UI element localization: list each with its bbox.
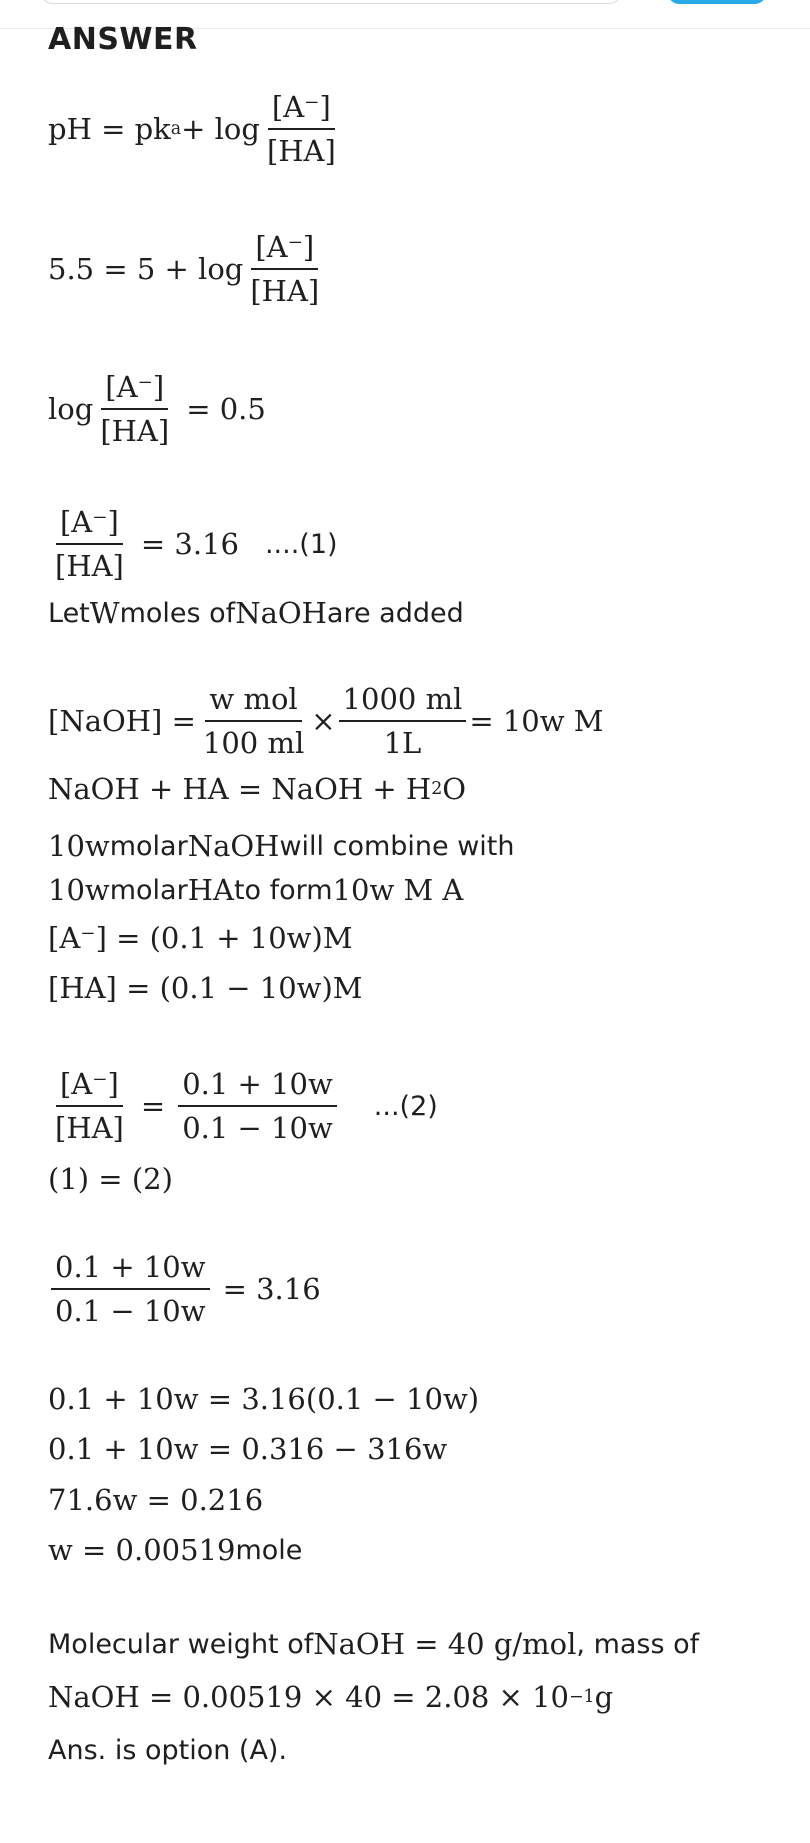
eq16-sup: −1	[568, 1687, 595, 1707]
eq9-den1: [HA]	[55, 1111, 124, 1145]
text4-b: NaOH = 40 g/mol	[313, 1627, 577, 1661]
equation-ha: [HA] = (0.1 − 10w)M	[48, 971, 363, 1005]
text1-d: NaOH	[235, 596, 327, 630]
text1-e: are added	[326, 597, 464, 629]
fraction	[339, 682, 467, 760]
text3-e: 10w M A	[332, 873, 464, 907]
equation-log	[48, 370, 266, 448]
text4-a: Molecular weight of	[48, 1628, 314, 1660]
eq4-numerator: [A⁻]	[56, 505, 123, 545]
eq4-denominator: [HA]	[55, 549, 124, 583]
eq3-rhs: = 0.5	[186, 392, 266, 426]
text2-d: will combine with	[279, 830, 515, 862]
eq6-a: NaOH + HA = NaOH + H	[48, 772, 432, 806]
eq5-lhs: [NaOH] =	[48, 704, 196, 738]
eq15-a: w = 0.00519	[48, 1533, 236, 1567]
eq16-a: NaOH = 0.00519 × 40 = 2.08 × 10	[48, 1680, 569, 1714]
eq1-lhs: pH = pk	[48, 112, 171, 146]
final-answer: Ans. is option (A).	[48, 1735, 288, 1766]
text3-b: molar	[109, 874, 188, 906]
equation-reaction	[48, 772, 466, 806]
equation-ratio-1	[48, 505, 338, 583]
eq4-tag: ....(1)	[264, 528, 338, 560]
eq5-num2: 1000 ml	[339, 682, 467, 722]
text4-c: , mass of	[576, 1628, 700, 1660]
eq2-denominator: [HA]	[250, 274, 320, 308]
eq11-den: 0.1 − 10w	[55, 1294, 206, 1328]
eq5-den1: 100 ml	[202, 726, 305, 760]
text2-a: 10w	[48, 829, 110, 863]
eq15-b: mole	[235, 1534, 303, 1566]
eq6-b: O	[442, 772, 467, 806]
equation-mass	[48, 1680, 613, 1714]
eq16-b: g	[594, 1680, 614, 1714]
eq1-mid: + log	[181, 112, 260, 146]
equation-w-value	[48, 1533, 302, 1567]
equation-step-3: 71.6w = 0.216	[48, 1483, 264, 1517]
equation-ratio-2	[48, 1067, 438, 1145]
eq4-rhs: = 3.16	[140, 527, 239, 561]
eq9-num1: [A⁻]	[56, 1067, 123, 1107]
text-let-w	[48, 596, 464, 630]
eq9-eq: =	[140, 1089, 166, 1123]
eq11-rhs: = 3.16	[222, 1272, 321, 1306]
eq1-denominator: [HA]	[266, 134, 336, 168]
text3-d: to form	[233, 874, 333, 906]
text-combine	[48, 829, 515, 863]
equation-a-minus: [A⁻] = (0.1 + 10w)M	[48, 921, 353, 955]
equation-naoh-conc	[48, 682, 604, 760]
search-field[interactable]	[40, 0, 622, 4]
fraction	[51, 505, 128, 583]
eq1-sub: a	[170, 119, 182, 139]
eq3-lhs: log	[48, 392, 94, 426]
text2-b: molar	[109, 830, 188, 862]
eq5-times: ×	[311, 704, 336, 738]
text2-c: NaOH	[187, 829, 280, 863]
text1-a: Let	[48, 597, 90, 629]
eq6-sub: 2	[431, 779, 443, 799]
eq9-den2: 0.1 − 10w	[182, 1111, 333, 1145]
fraction	[199, 682, 308, 760]
eq3-denominator: [HA]	[100, 414, 170, 448]
eq2-numerator: [A⁻]	[251, 230, 318, 270]
equation-step-2: 0.1 + 10w = 0.316 − 316w	[48, 1432, 448, 1466]
equation-solve	[48, 1250, 321, 1328]
text-molecular-weight	[48, 1627, 699, 1661]
eq5-den2: 1L	[383, 726, 422, 760]
text1-b: W	[89, 596, 120, 630]
answer-heading: ANSWER	[48, 22, 198, 57]
equation-step-1: 0.1 + 10w = 3.16(0.1 − 10w)	[48, 1382, 480, 1416]
fraction	[51, 1067, 128, 1145]
text3-c: HA	[187, 873, 234, 907]
fraction	[178, 1067, 337, 1145]
text1-c: moles of	[119, 597, 236, 629]
fraction	[263, 90, 340, 168]
eq1-numerator: [A⁻]	[268, 90, 335, 130]
eq5-num1: w mol	[205, 682, 301, 722]
text3-a: 10w	[48, 873, 110, 907]
action-button[interactable]	[668, 0, 766, 4]
eq5-rhs: = 10w M	[469, 704, 604, 738]
eq3-numerator: [A⁻]	[101, 370, 168, 410]
eq9-num2: 0.1 + 10w	[178, 1067, 337, 1107]
fraction	[96, 370, 173, 448]
eq2-lhs: 5.5 = 5 + log	[48, 252, 244, 286]
equation-substituted	[48, 230, 326, 308]
fraction	[246, 230, 323, 308]
equation-equate: (1) = (2)	[48, 1162, 173, 1196]
eq11-num: 0.1 + 10w	[51, 1250, 210, 1290]
eq9-tag: ...(2)	[373, 1090, 438, 1122]
fraction	[51, 1250, 210, 1328]
equation-henderson	[48, 90, 343, 168]
text-form	[48, 873, 463, 907]
